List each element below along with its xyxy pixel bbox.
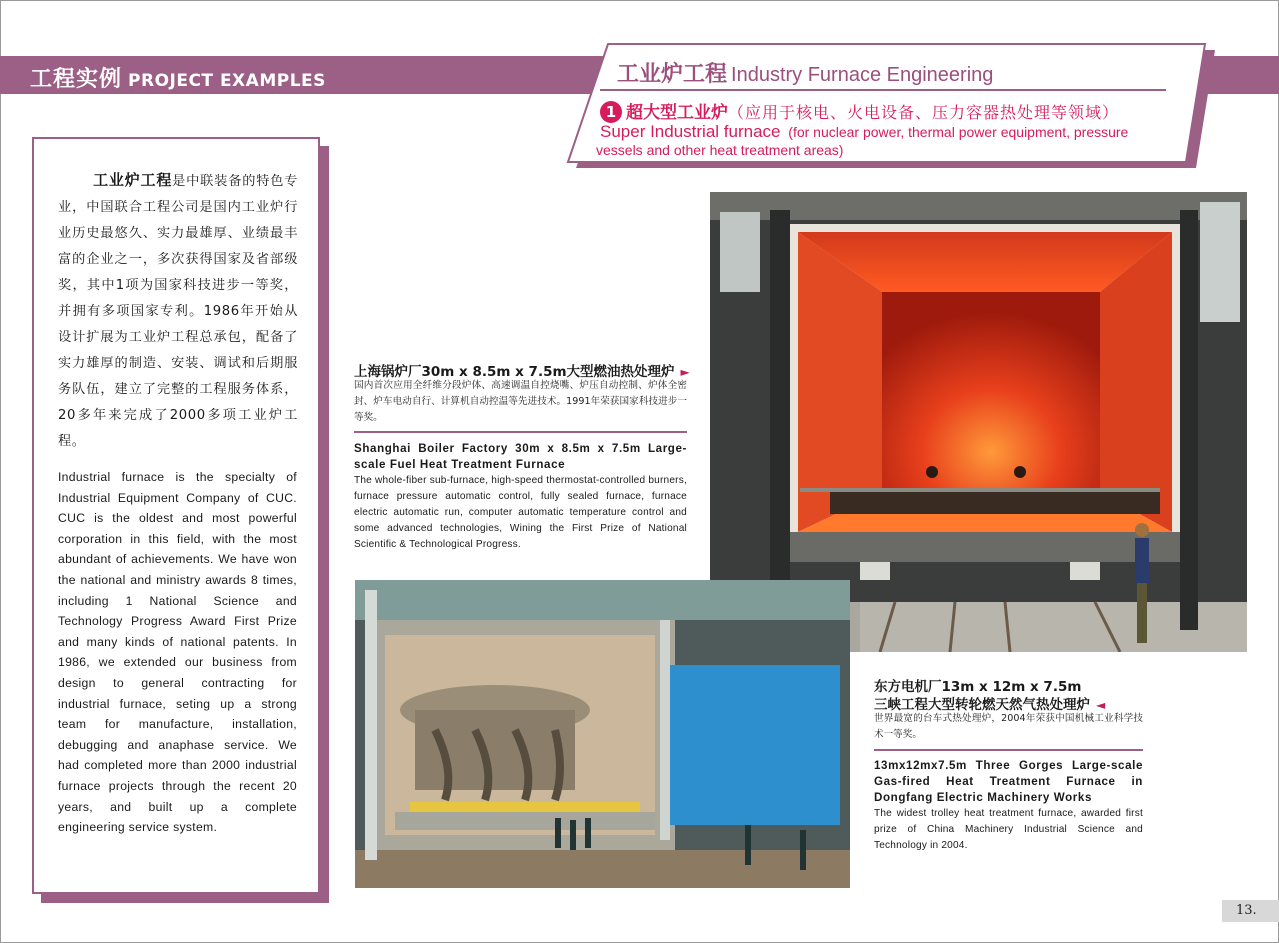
project2-title-zh-line2: [874, 693, 1105, 713]
intro-body-zh: 是中联装备的特色专业，中国联合工程公司是国内工业炉行业历史最悠久、实力最雄厚、业绩最丰富的企业之一，多次获得国家及省部级奖，其中1项为国家科技进步一等奖，并拥有多项国家专利。1986年开始从设计扩展为工业炉工程总承包，配备了实力雄厚的制造、安装、调试和后期服务队伍，建立了完整的工程服务体系，20多年来完成了2000多项工业炉工程。: [58, 174, 298, 449]
project2-desc-en: The widest trolley heat treatment furnace, awarded first prize of China Machinery Industrial Science and Technology in 2004.: [874, 808, 1143, 851]
right-arrow-icon: ►: [680, 365, 690, 379]
item-name-en: Super Industrial furnace: [600, 122, 781, 141]
project2-title-en: 13mx12mx7.5m Three Gorges Large-scale Gas-fired Heat Treatment Furnace in Dongfang Electric Machinery Works: [874, 759, 1143, 804]
project1-divider: [354, 431, 687, 433]
intro-text-en: Industrial furnace is the specialty of Industrial Equipment Company of CUC. CUC is the oldest and most powerful corporation in this field, with the most abundant of achievements. We have won the national and ministry awards 8 times, including 1 National Science and Technology Progress Award First Prize and many kinds of national patents. In 1986, we extended our business from design to general contracting for industrial furnace, seting up a strong team for manufacture, installation, debugging and anaphase service. We had completed more than 2000 industrial furnace projects through the recent 20 years, and built up a complete engineering service system.: [58, 470, 297, 835]
section-title-en: PROJECT EXAMPLES: [128, 71, 326, 91]
item-title-en: [596, 123, 1176, 159]
project2-desc-zh: 世界最宽的台车式热处理炉，2004年荣获中国机械工业科学技术一等奖。: [874, 713, 1143, 740]
project1-desc-en: The whole-fiber sub-furnace, high-speed thermostat-controlled burners, furnace pressure automatic control, fully sealed furnace, furnace electric automatic run, computer automatic temperature control and some advanced technologies, Wining the First Prize of National Scientific & Technological Progress.: [354, 475, 687, 550]
project2-title-zh-line1: 东方电机厂13m x 12m x 7.5m: [874, 679, 1082, 695]
project2-divider: [874, 749, 1143, 751]
item-scope-zh: （应用于核电、火电设备、压力容器热处理等领域）: [728, 103, 1120, 122]
item-name-zh: 超大型工业炉: [626, 103, 728, 123]
project1-title-zh-text: 上海锅炉厂30m x 8.5m x 7.5m大型燃油热处理炉: [354, 364, 675, 380]
project1-title-en: Shanghai Boiler Factory 30m x 8.5m x 7.5m Large-scale Fuel Heat Treatment Furnace: [354, 442, 687, 471]
intro-lead-zh: 工业炉工程: [93, 171, 173, 189]
item-scope-en: (for nuclear power, thermal power equipment, pressure vessels and other heat treatment areas): [596, 124, 1129, 158]
panel-title: [617, 57, 993, 88]
project2-title-zh-text: 三峡工程大型转轮燃天然气热处理炉: [874, 697, 1090, 713]
section-title: [30, 62, 326, 93]
panel-title-zh: 工业炉工程: [617, 62, 728, 87]
item-number-badge: 1: [600, 101, 622, 123]
intro-text-zh: [58, 167, 298, 455]
page-number: 13.: [1222, 900, 1279, 922]
furnace-photo-dongfang: [355, 580, 850, 888]
item-title-zh: [600, 98, 1119, 123]
section-title-zh: 工程实例: [30, 67, 123, 92]
left-arrow-icon: ◄: [1096, 698, 1106, 712]
panel-title-en: Industry Furnace Engineering: [731, 64, 994, 86]
project1-title-zh: [354, 360, 690, 380]
project1-desc-zh: 国内首次应用全纤维分段炉体、高速调温自控烧嘴、炉压自动控制、炉体全密封、炉车电动自行、计算机自动控温等先进技术。1991年荣获国家科技进步一等奖。: [354, 380, 687, 423]
